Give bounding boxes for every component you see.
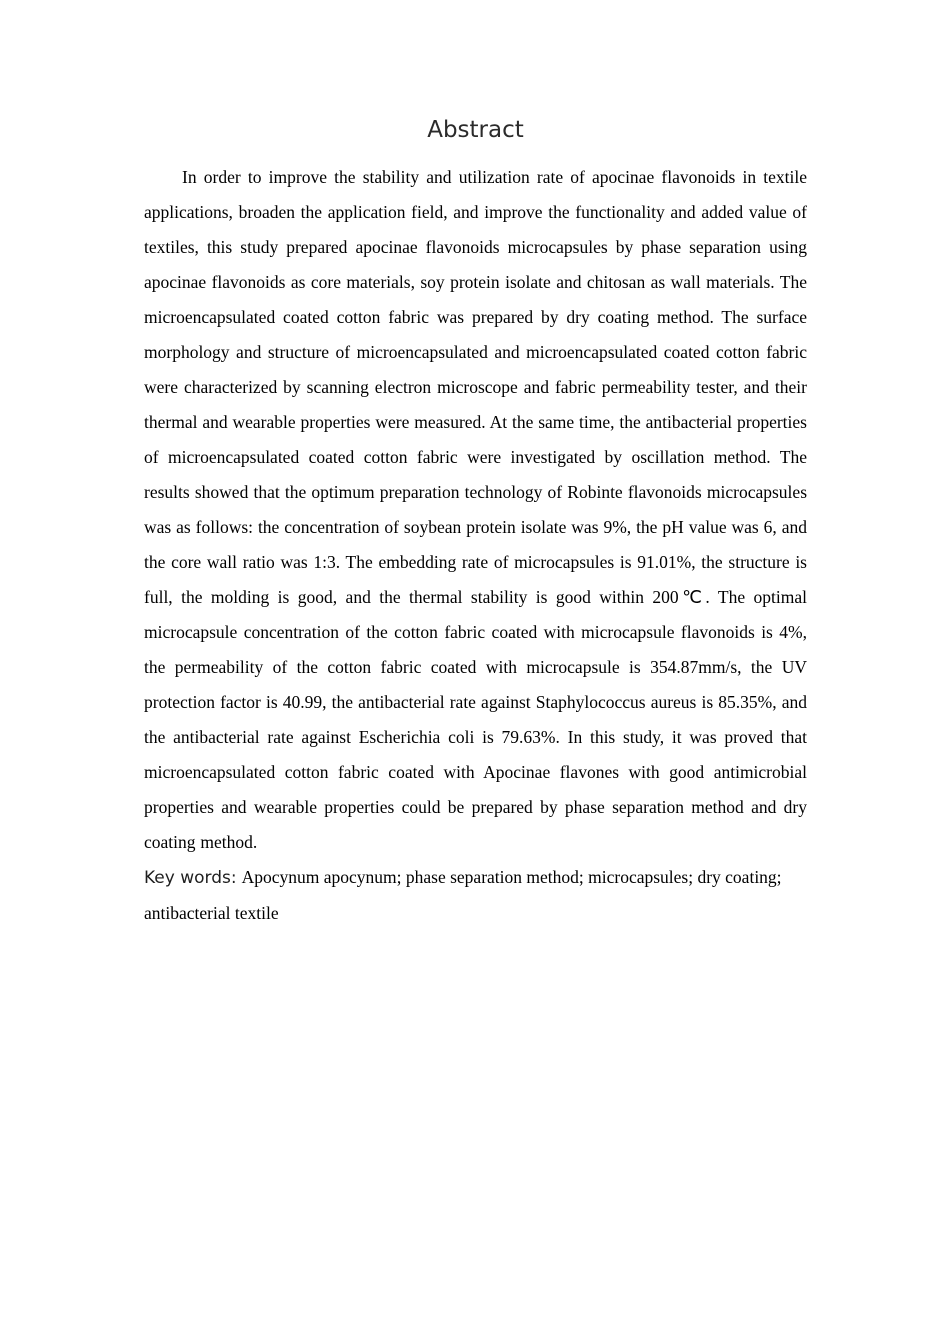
- page-title: Abstract: [427, 117, 524, 143]
- keywords-label: Key words:: [144, 867, 237, 888]
- keywords-section: [144, 860, 807, 931]
- abstract-paragraph: In order to improve the stability and utilization rate of apocinae flavonoids in textile applications, broaden the application field, and improve the functionality and added value of textiles, this study prepared apocinae flavonoids microcapsules by phase separation using apocinae flavonoids as core materials, soy protein isolate and chitosan as wall materials. The microencapsulated coated cotton fabric was prepared by dry coating method. The surface morphology and structure of microencapsulated and microencapsulated coated cotton fabric were characterized by scanning electron microscope and fabric permeability tester, and their thermal and wearable properties were measured. At the same time, the antibacterial properties of microencapsulated coated cotton fabric were investigated by oscillation method. The results showed that the optimum preparation technology of Robinte flavonoids microcapsules was as follows: the concentration of soybean protein isolate was 9%, the pH value was 6, and the core wall ratio was 1:3. The embedding rate of microcapsules is 91.01%, the structure is full, the molding is good, and the thermal stability is good within 200℃. The optimal microcapsule concentration of the cotton fabric coated with microcapsule flavonoids is 4%, the permeability of the cotton fabric coated with microcapsule is 354.87mm/s, the UV protection factor is 40.99, the antibacterial rate against Staphylococcus aureus is 85.35%, and the antibacterial rate against Escherichia coli is 79.63%. In this study, it was proved that microencapsulated cotton fabric coated with Apocinae flavones with good antimicrobial properties and wearable properties could be prepared by phase separation method and dry coating method.: [144, 166, 807, 852]
- keywords-text: Apocynum apocynum; phase separation method; microcapsules; dry coating; antibacterial textile: [144, 866, 782, 923]
